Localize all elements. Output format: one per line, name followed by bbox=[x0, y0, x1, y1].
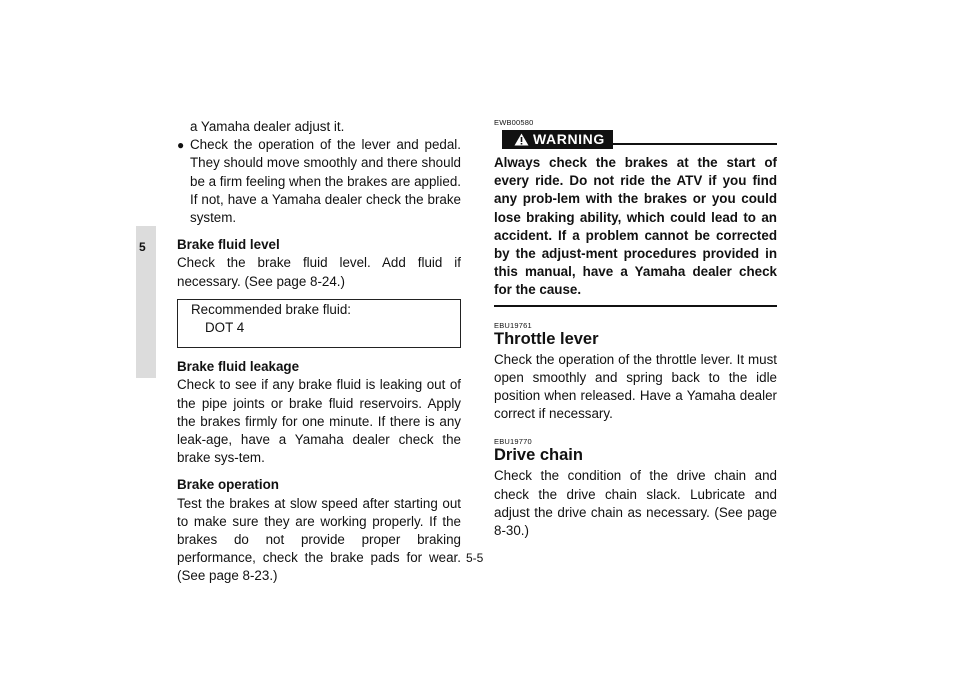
brake-fluid-level-heading: Brake fluid level bbox=[177, 237, 280, 253]
warning-triangle-icon bbox=[514, 133, 529, 146]
spec-box bbox=[177, 299, 461, 348]
chapter-number: 5 bbox=[139, 240, 146, 254]
warning-text: Always check the brakes at the start of every ride. Do not ride the ATV if you find any prob-lem with the brakes or you could lose braking ability, which could lead to an accident. If a problem cannot be corrected by the adjust-ment procedures provided in this manual, have a Yamaha dealer check for the cause. bbox=[494, 149, 777, 307]
bullet-item bbox=[177, 136, 461, 227]
brake-operation-text: Test the brakes at slow speed after starting out to make sure they are working properly. If the brakes do not provide proper braking performance, check the brake pads for wear. (See page 8-23.) bbox=[177, 495, 461, 584]
warning-badge bbox=[502, 130, 613, 149]
continued-text: a Yamaha dealer adjust it. bbox=[190, 119, 345, 134]
left-column bbox=[177, 118, 461, 586]
warning-label: WARNING bbox=[533, 130, 605, 147]
page-number: 5-5 bbox=[466, 551, 484, 565]
brake-fluid-level-text: Check the brake fluid level. Add fluid if necessary. (See page 8-24.) bbox=[177, 255, 461, 289]
spec-value: DOT 4 bbox=[205, 320, 245, 336]
throttle-lever-text: Check the operation of the throttle lever. It must open smoothly and spring back to the idle position when released. Have a Yamaha dealer correct if necessary. bbox=[494, 351, 777, 422]
throttle-code: EBU19761 bbox=[494, 320, 532, 330]
right-column bbox=[494, 118, 777, 540]
warning-rule bbox=[613, 143, 777, 145]
drive-chain-code: EBU19770 bbox=[494, 437, 532, 447]
bullet-text: Check the operation of the lever and pedal. They should move smoothly and there should be a firm feeling when the brakes are applied. If not, have a Yamaha dealer check the brake system. bbox=[190, 137, 461, 226]
brake-fluid-leakage-text: Check to see if any brake fluid is leaking out of the pipe joints or brake fluid reservoirs. Apply the brakes firmly for one minute. If there is any leak-age, have a Yamaha dealer check the brake sys-tem. bbox=[177, 377, 461, 466]
bullet-icon: ● bbox=[177, 138, 185, 153]
throttle-lever-title: Throttle lever bbox=[494, 329, 599, 348]
warning-header bbox=[494, 129, 777, 149]
brake-fluid-leakage-heading: Brake fluid leakage bbox=[177, 359, 300, 375]
drive-chain-text: Check the condition of the drive chain and check the drive chain slack. Lubricate and adjust the drive chain as necessary. (See page 8-30.) bbox=[494, 468, 777, 539]
warning-code: EWB00580 bbox=[494, 118, 534, 127]
drive-chain-title: Drive chain bbox=[494, 446, 583, 465]
spec-label: Recommended brake fluid: bbox=[191, 301, 352, 317]
brake-operation-heading: Brake operation bbox=[177, 477, 279, 493]
